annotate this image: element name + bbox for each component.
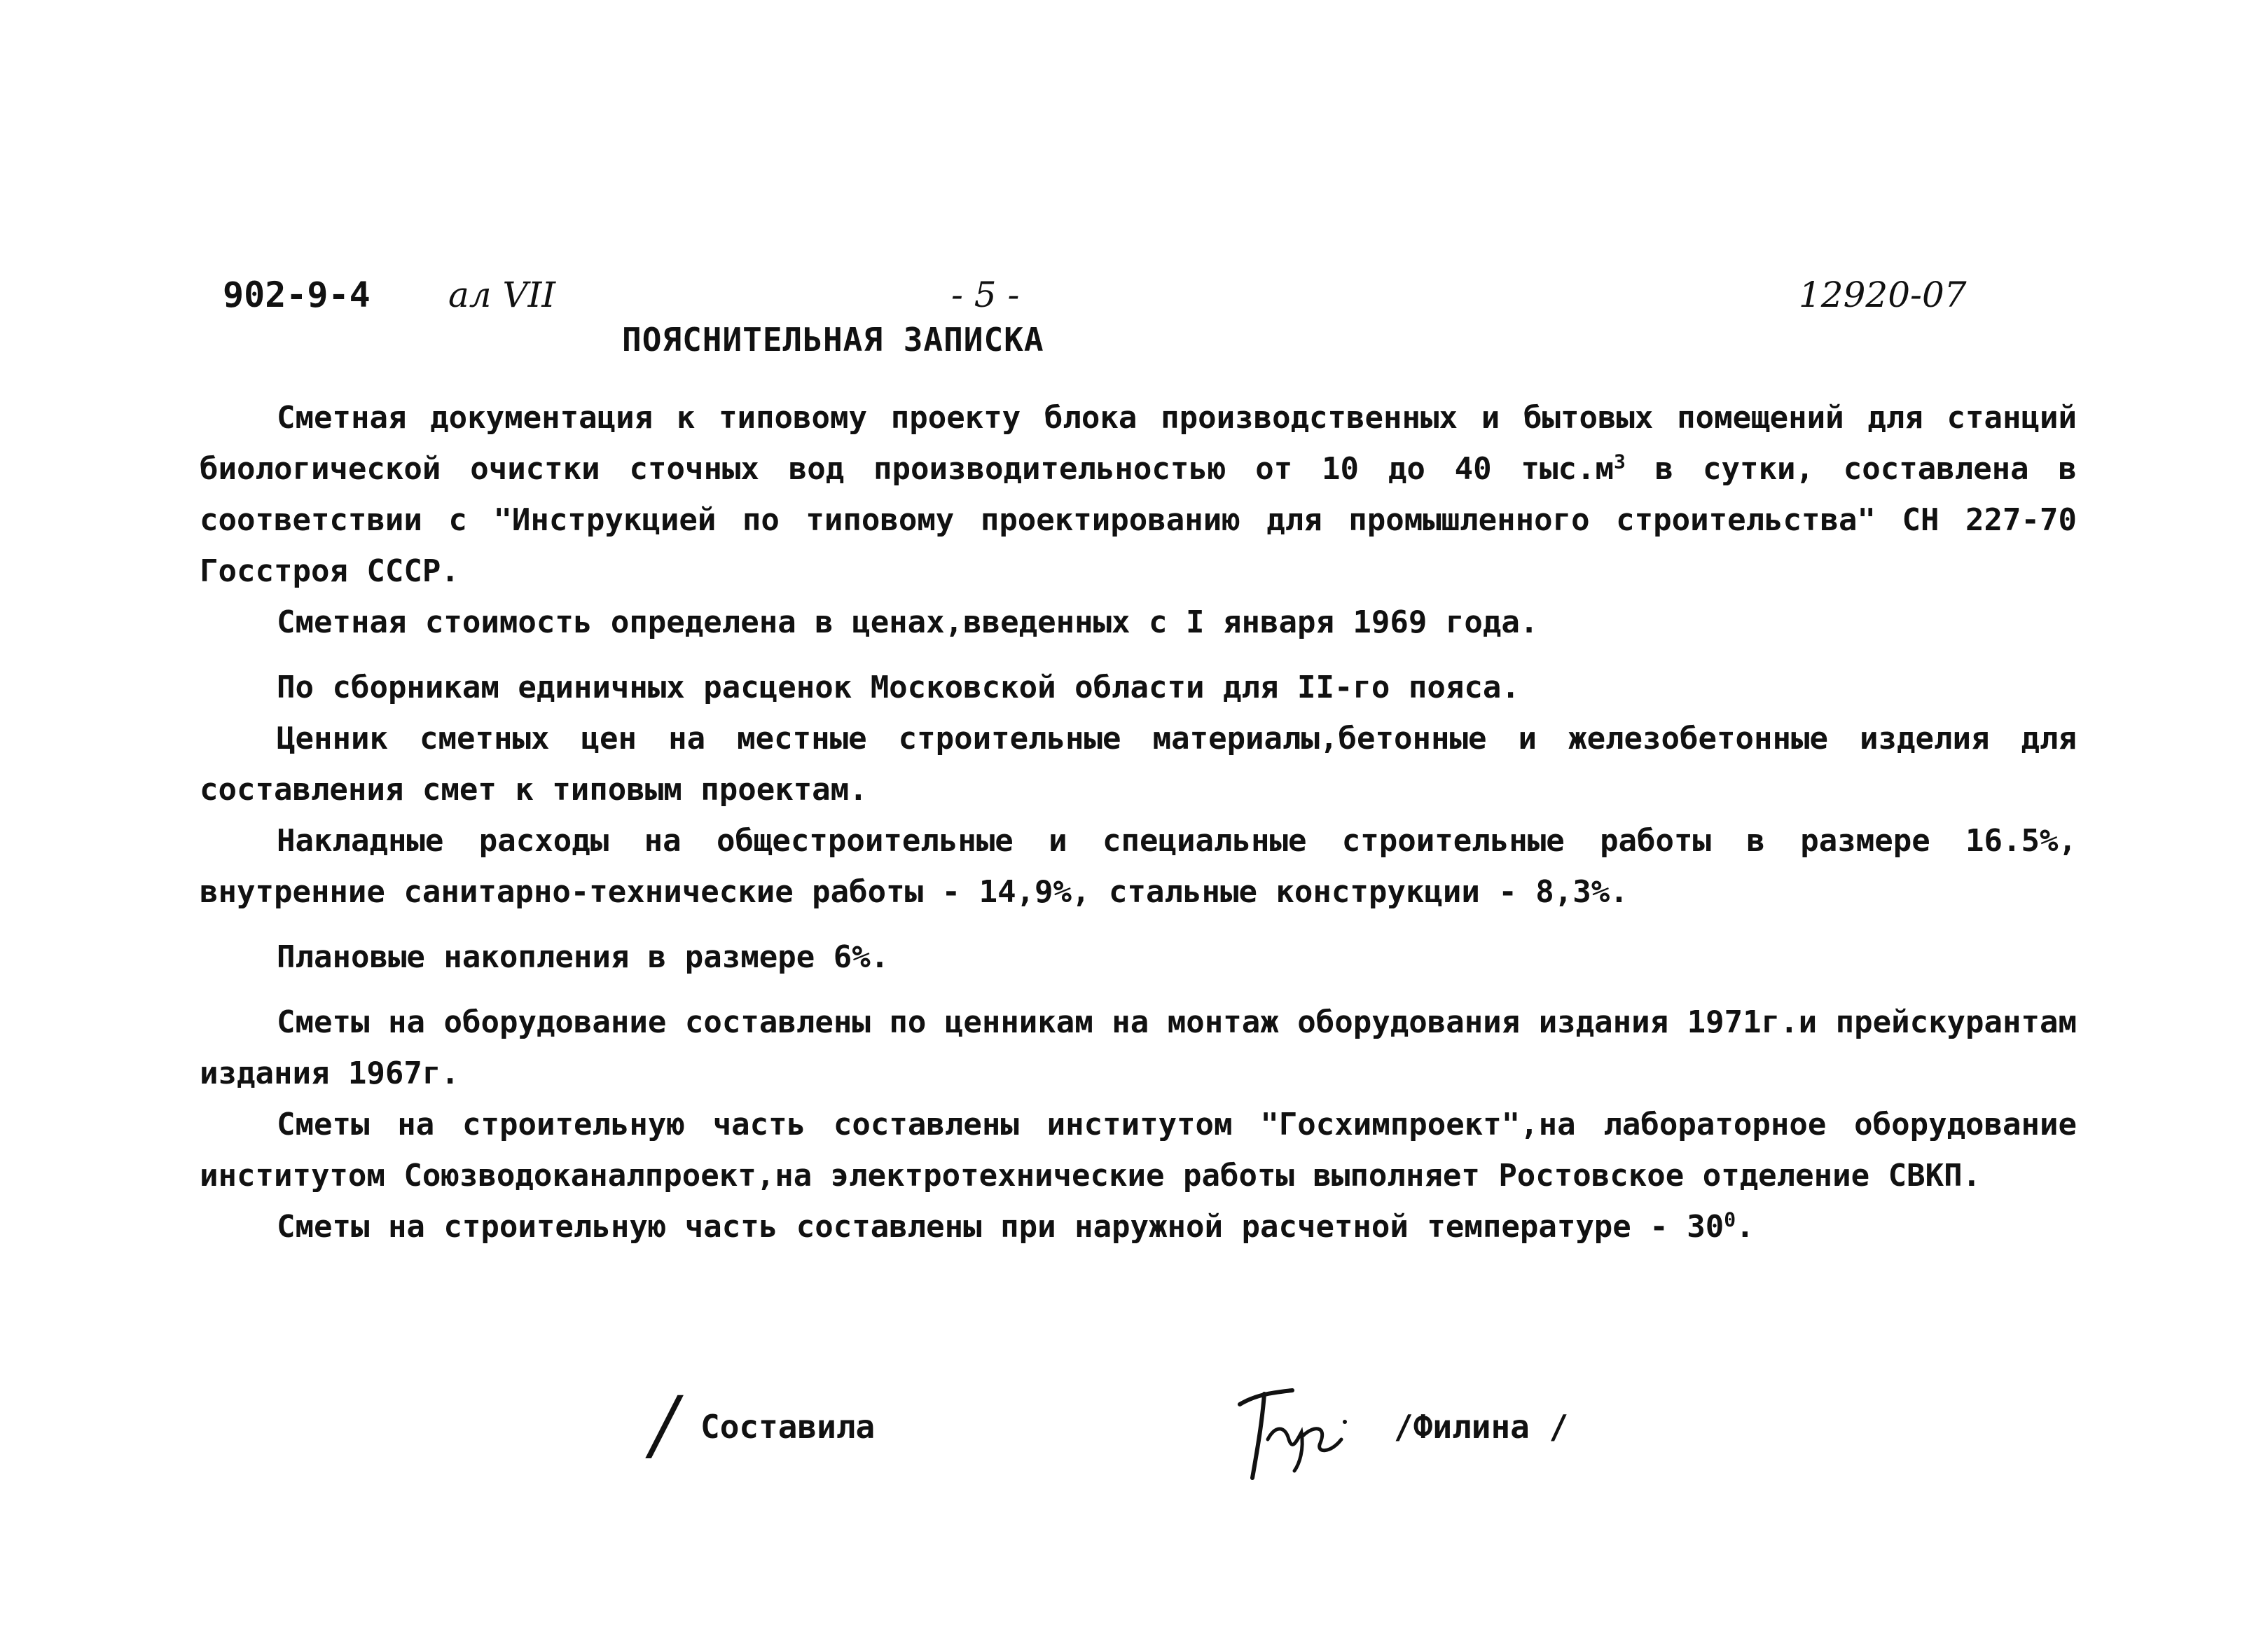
album-label: ал VII [448,275,556,315]
explanatory-text [200,392,2077,1252]
paragraph-equipment: Сметы на оборудование составлены по ценникам на монтаж оборудования издания 1971г.и прейскурантам издания 1967г. [200,1004,2077,1091]
document-title: ПОЯСНИТЕЛЬНАЯ ЗАПИСКА [622,321,1044,359]
paragraph-materials: Ценник сметных цен на местные строительные материалы,бетонные и железобетонные изделия для составления смет к типовым проектам. [200,721,2077,808]
paragraph-scope: Сметная документация к типовому проекту блока производственных и бытовых помещений для станций биологической очистки сточных вод производительностью от 10 до 40 $тыс.м^3$ в сутки, составлена в соответствии с "Инструкцией по типовому проектированию для промышленного строительства" СН 227-70 Госстроя СССР. [200,400,2077,589]
compiled-by-label: Составила [700,1408,876,1446]
paragraph-rates: По сборникам единичных расценок Московской области для II-го пояса. [277,670,1520,705]
series-code: 902-9-4 [223,275,371,315]
paragraph-prices: Сметная стоимость определена в ценах,введенных с I января 1969 года. [277,604,1539,640]
paragraph-contractors: Сметы на строительную часть составлены институтом "Госхимпроект",на лабораторное оборудование институтом Союзводоканалпроект,на электротехнические работы выполняет Ростовское отделение СВКП. [200,1107,2077,1194]
paragraph-temperature: Сметы на строительную часть составлены при наружной расчетной температуре - $30^0$. [277,1208,1755,1245]
signature-block [651,1373,1632,1499]
paragraph-overheads: Накладные расходы на общестроительные и специальные строительные работы в размере 16.5%, внутренние санитарно-технические работы - 14,9%, стальные конструкции - 8,3%. [200,823,2077,910]
slash-mark: / [651,1380,678,1469]
document-code: 12920-07 [1799,275,1967,315]
page-number: - 5 - [951,275,1020,315]
paragraph-savings: Плановые накопления в размере 6%. [277,939,890,975]
signer-name: /Филина / [1394,1408,1569,1446]
handwritten-signature [1226,1373,1352,1492]
